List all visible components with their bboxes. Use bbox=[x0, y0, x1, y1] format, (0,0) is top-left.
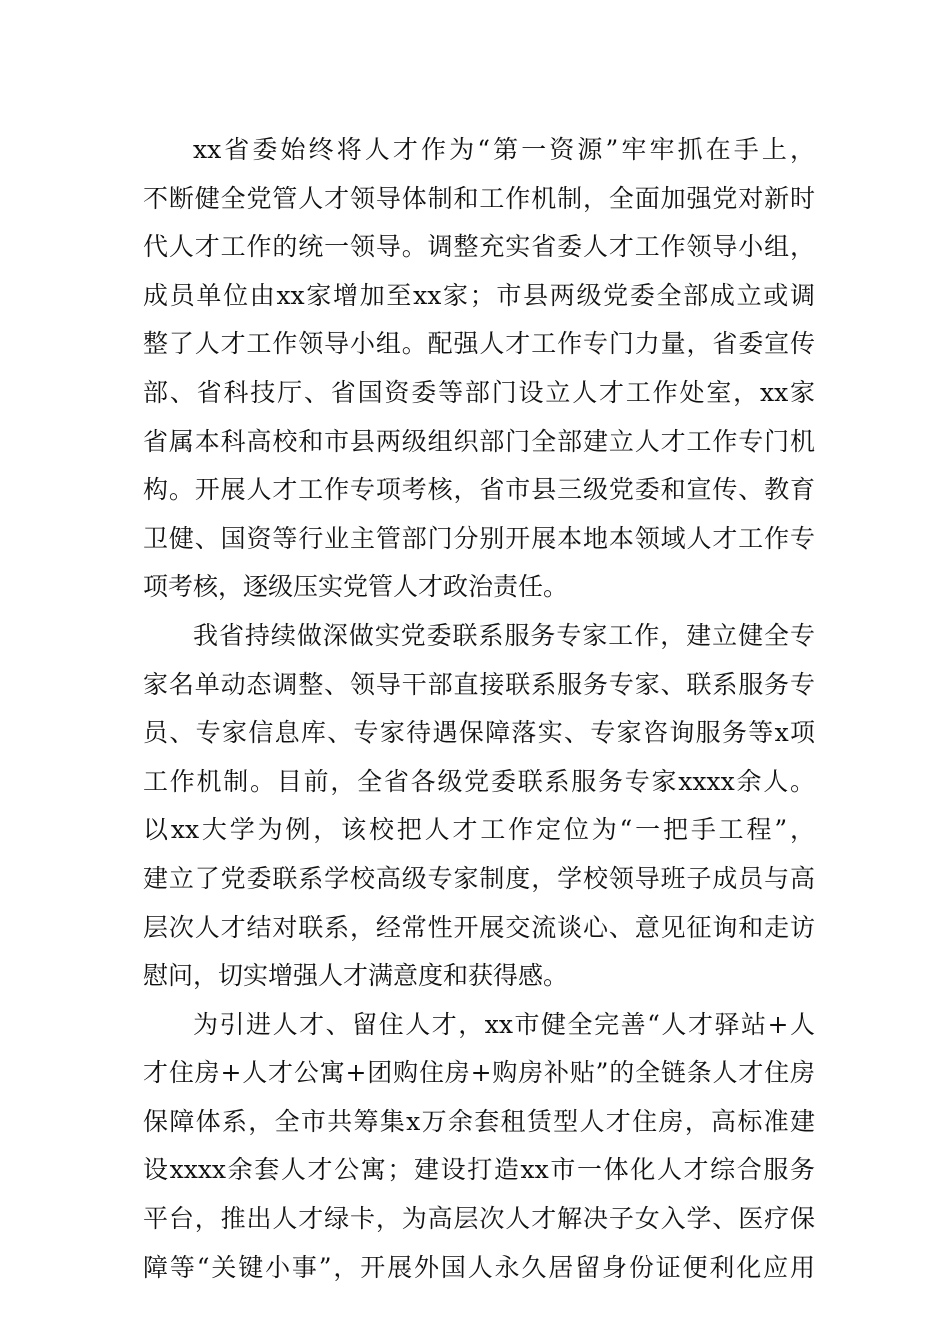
paragraph-3-line-6: 障等“关键小事”，开展外国人永久居留身份证便利化应用 bbox=[143, 1252, 815, 1282]
paragraph-2-line-1: 我省持续做深做实党委联系服务专家工作，建立健全专 bbox=[193, 620, 815, 650]
paragraph-1-line-10: 项考核，逐级压实党管人才政治责任。 bbox=[143, 572, 569, 602]
paragraph-2-line-2: 家名单动态调整、领导干部直接联系服务专家、联系服务专 bbox=[143, 669, 815, 699]
paragraph-1-line-6: 部、省科技厅、省国资委等部门设立人才工作处室，xx家 bbox=[143, 377, 815, 407]
paragraph-2-line-7: 层次人才结对联系，经常性开展交流谈心、意见征询和走访 bbox=[143, 912, 815, 942]
paragraph-1-line-3: 代人才工作的统一领导。调整充实省委人才工作领导小组， bbox=[143, 232, 815, 262]
paragraph-2-line-3: 员、专家信息库、专家待遇保障落实、专家咨询服务等x项 bbox=[143, 718, 815, 748]
paragraph-1-line-8: 构。开展人才工作专项考核，省市县三级党委和宣传、教育 bbox=[143, 475, 815, 505]
paragraph-2-line-6: 建立了党委联系学校高级专家制度，学校领导班子成员与高 bbox=[143, 863, 815, 893]
paragraph-2-line-8: 慰问，切实增强人才满意度和获得感。 bbox=[143, 961, 569, 991]
paragraph-1-line-5: 整了人才工作领导小组。配强人才工作专门力量，省委宣传 bbox=[143, 329, 815, 359]
paragraph-2-line-5: 以xx大学为例，该校把人才工作定位为“一把手工程”， bbox=[143, 815, 815, 845]
paragraph-3-line-1: 为引进人才、留住人才，xx市健全完善“人才驿站+人 bbox=[193, 1009, 815, 1039]
paragraph-3-line-3: 保障体系，全市共筹集x万余套租赁型人才住房，高标准建 bbox=[143, 1106, 815, 1136]
paragraph-3-line-4: 设xxxx余套人才公寓；建设打造xx市一体化人才综合服务 bbox=[143, 1155, 815, 1185]
paragraph-1-line-7: 省属本科高校和市县两级组织部门全部建立人才工作专门机 bbox=[143, 426, 815, 456]
paragraph-2-line-4: 工作机制。目前，全省各级党委联系服务专家xxxx余人。 bbox=[143, 766, 815, 796]
paragraph-3-line-5: 平台，推出人才绿卡，为高层次人才解决子女入学、医疗保 bbox=[143, 1204, 815, 1234]
paragraph-1-line-9: 卫健、国资等行业主管部门分别开展本地本领域人才工作专 bbox=[143, 523, 815, 553]
paragraph-3-line-2: 才住房+人才公寓+团购住房+购房补贴”的全链条人才住房 bbox=[143, 1058, 815, 1088]
paragraph-1-line-4: 成员单位由xx家增加至xx家；市县两级党委全部成立或调 bbox=[143, 280, 815, 310]
paragraph-1-line-2: 不断健全党管人才领导体制和工作机制，全面加强党对新时 bbox=[143, 183, 815, 213]
paragraph-1-line-1: xx省委始终将人才作为“第一资源”牢牢抓在手上， bbox=[193, 135, 815, 164]
document-body bbox=[143, 126, 815, 1292]
